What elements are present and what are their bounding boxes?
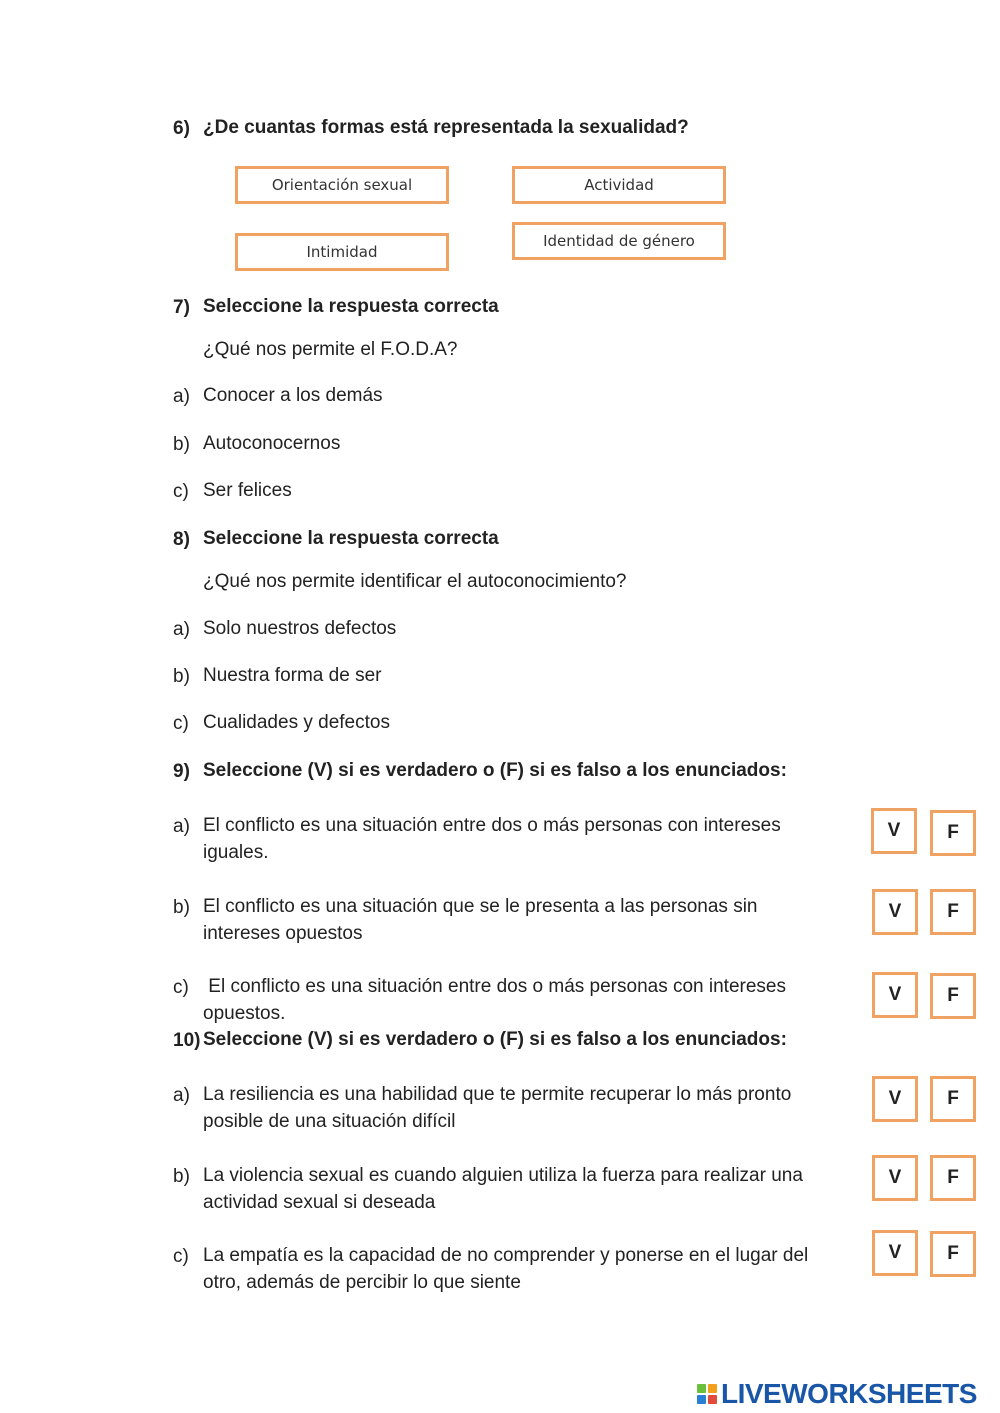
q8-option-a[interactable]: Solo nuestros defectos	[203, 618, 397, 639]
logo-square-orange	[708, 1384, 717, 1393]
q8-option-b-letter: b)	[173, 666, 190, 687]
q9-a-true-box[interactable]: V	[871, 808, 917, 854]
q10-item-b-line1: La violencia sexual es cuando alguien utiliza la fuerza para realizar una	[203, 1165, 803, 1186]
logo-square-red	[708, 1395, 717, 1404]
q8-number: 8)	[173, 529, 190, 550]
q10-item-a-line1: La resiliencia es una habilidad que te permite recuperar lo más pronto	[203, 1084, 792, 1105]
q9-a-false-box[interactable]: F	[930, 810, 976, 856]
q9-c-true-box[interactable]: V	[872, 972, 918, 1018]
q6-title: ¿De cuantas formas está representada la sexualidad?	[203, 117, 689, 138]
q9-item-c-line2: opuestos.	[203, 1003, 286, 1024]
q8-option-c[interactable]: Cualidades y defectos	[203, 712, 390, 733]
q9-item-b-line1: El conflicto es una situación que se le presenta a las personas sin	[203, 896, 758, 917]
q9-item-a-letter: a)	[173, 816, 190, 837]
q10-number: 10)	[173, 1030, 201, 1051]
q10-c-true-box[interactable]: V	[872, 1230, 918, 1276]
q7-option-a-letter: a)	[173, 386, 190, 407]
liveworksheets-logo-icon	[697, 1384, 717, 1404]
logo-square-blue	[697, 1395, 706, 1404]
q7-option-a[interactable]: Conocer a los demás	[203, 385, 383, 406]
q9-item-c-line1: El conflicto es una situación entre dos o más personas con intereses	[203, 976, 786, 997]
q8-option-c-letter: c)	[173, 713, 189, 734]
q9-b-true-box[interactable]: V	[872, 889, 918, 935]
q7-option-b-letter: b)	[173, 434, 190, 455]
liveworksheets-logo-text: LIVEWORKSHEETS	[721, 1378, 977, 1409]
q10-item-b-letter: b)	[173, 1166, 190, 1187]
q6-option-intimidad[interactable]: Intimidad	[235, 233, 449, 271]
q9-item-a-line2: iguales.	[203, 842, 269, 863]
q9-item-a-line1: El conflicto es una situación entre dos o más personas con intereses	[203, 815, 781, 836]
q7-title: Seleccione la respuesta correcta	[203, 296, 499, 317]
q10-item-a-letter: a)	[173, 1085, 190, 1106]
q7-option-b[interactable]: Autoconocernos	[203, 433, 341, 454]
q7-option-c-letter: c)	[173, 481, 189, 502]
q9-item-c-letter: c)	[173, 977, 189, 998]
q6-option-orientacion[interactable]: Orientación sexual	[235, 166, 449, 204]
q10-item-b-line2: actividad sexual si deseada	[203, 1192, 436, 1213]
q8-title: Seleccione la respuesta correcta	[203, 528, 499, 549]
q10-a-true-box[interactable]: V	[872, 1076, 918, 1122]
q6-number: 6)	[173, 118, 190, 139]
q8-question: ¿Qué nos permite identificar el autoconocimiento?	[203, 571, 627, 592]
q7-number: 7)	[173, 297, 190, 318]
q8-option-b[interactable]: Nuestra forma de ser	[203, 665, 382, 686]
q10-item-c-letter: c)	[173, 1246, 189, 1267]
q9-item-b-letter: b)	[173, 897, 190, 918]
q10-b-false-box[interactable]: F	[930, 1155, 976, 1201]
q9-title: Seleccione (V) si es verdadero o (F) si es falso a los enunciados:	[203, 760, 787, 781]
q7-option-c[interactable]: Ser felices	[203, 480, 292, 501]
q10-c-false-box[interactable]: F	[930, 1231, 976, 1277]
q6-option-actividad[interactable]: Actividad	[512, 166, 726, 204]
q10-a-false-box[interactable]: F	[930, 1076, 976, 1122]
q10-b-true-box[interactable]: V	[872, 1155, 918, 1201]
q7-question: ¿Qué nos permite el F.O.D.A?	[203, 339, 458, 360]
q6-option-identidad[interactable]: Identidad de género	[512, 222, 726, 260]
q10-item-c-line1: La empatía es la capacidad de no comprender y ponerse en el lugar del	[203, 1245, 809, 1266]
q10-item-a-line2: posible de una situación difícil	[203, 1111, 456, 1132]
liveworksheets-logo	[697, 1378, 977, 1410]
q10-title: Seleccione (V) si es verdadero o (F) si es falso a los enunciados:	[203, 1029, 787, 1050]
logo-square-green	[697, 1384, 706, 1393]
q9-number: 9)	[173, 761, 190, 782]
q8-option-a-letter: a)	[173, 619, 190, 640]
q10-item-c-line2: otro, además de percibir lo que siente	[203, 1272, 521, 1293]
q9-item-b-line2: intereses opuestos	[203, 923, 363, 944]
q9-b-false-box[interactable]: F	[930, 889, 976, 935]
q9-c-false-box[interactable]: F	[930, 973, 976, 1019]
